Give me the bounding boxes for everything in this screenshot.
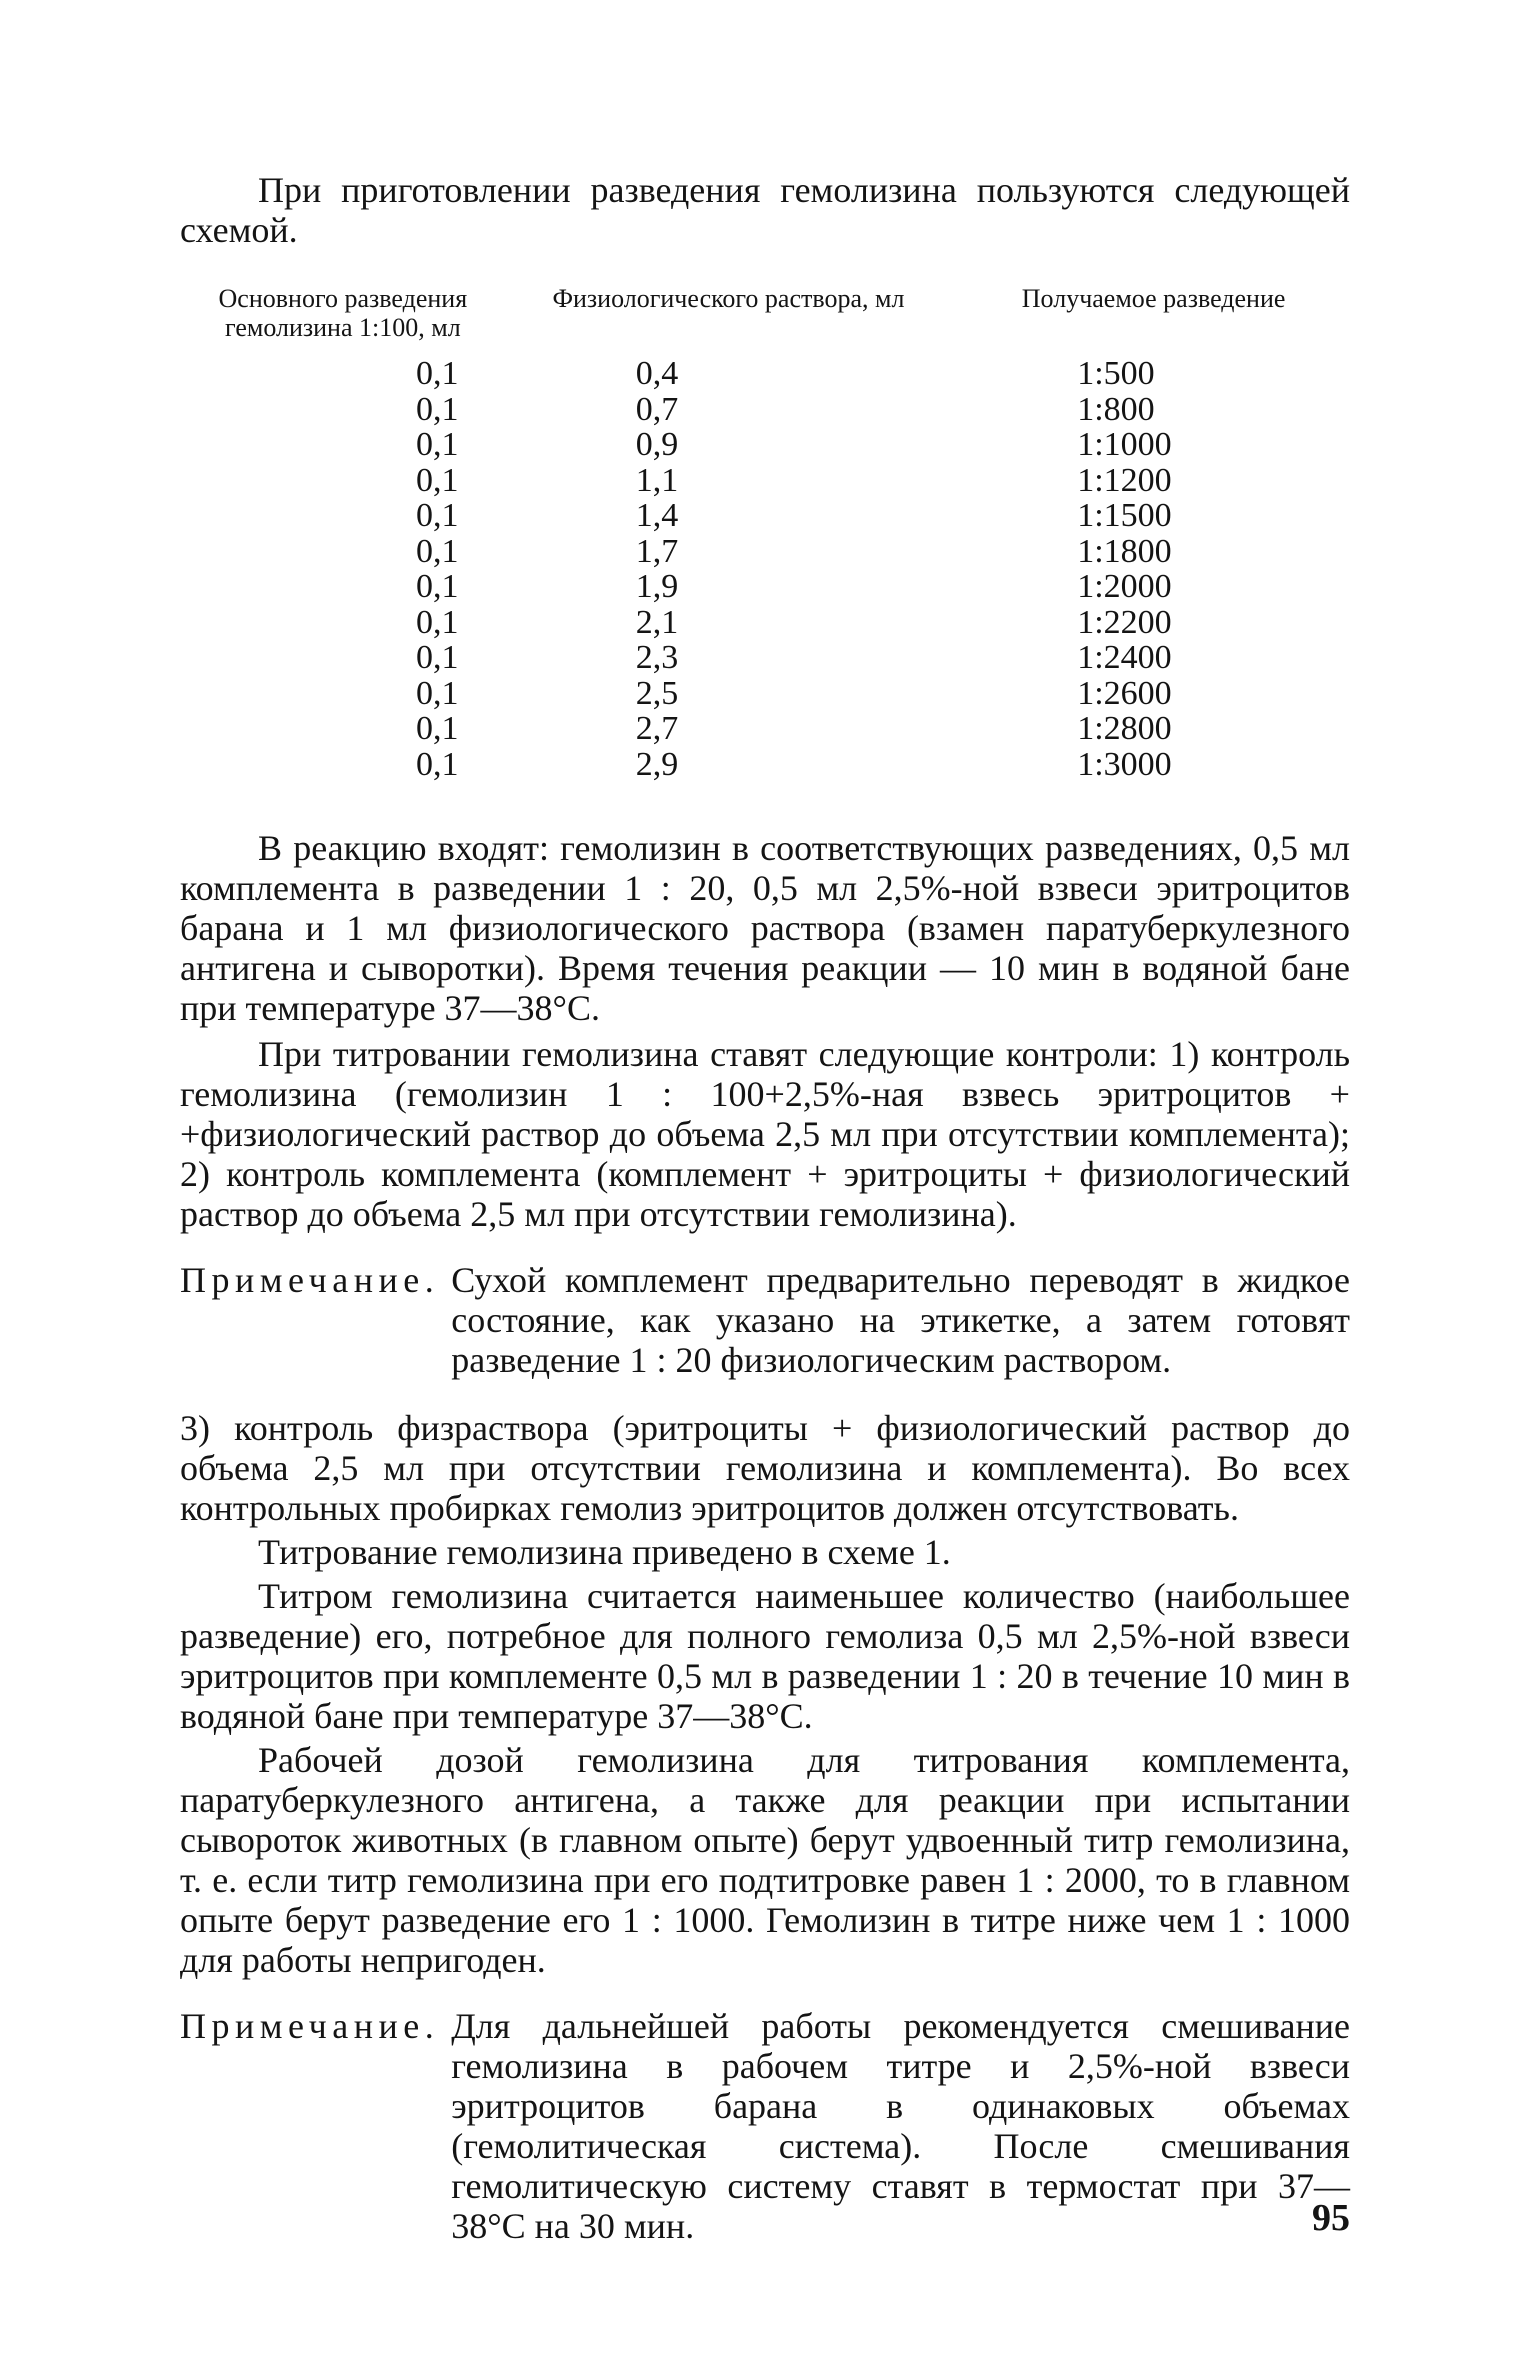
column-header-result-dilution: Получаемое разведение [1021, 284, 1286, 313]
note-2 [180, 2006, 1350, 2246]
table-row [186, 392, 1350, 428]
table-body [186, 356, 1350, 782]
table-header-row [186, 284, 1350, 356]
cell-base-dilution: 0,1 [416, 461, 459, 499]
cell-base-dilution: 0,1 [416, 568, 459, 605]
cell-result-dilution: 1:1800 [1077, 532, 1172, 570]
page-content [180, 170, 1350, 2274]
cell-base-dilution: 0,1 [416, 603, 459, 641]
table-row [186, 498, 1350, 534]
note-2-text: Для дальнейшей работы рекомендуется смешивание гемолизина в рабочем титре и 2,5%-ной взвеси эритроцитов барана в одинаковых объемах (гемолитическая система). После смешивания гемолитическую систему ставят в термостат при 37—38°С на 30 мин. [451, 2006, 1350, 2246]
cell-result-dilution: 1:2800 [1077, 710, 1172, 747]
note-1-text: Сухой комплемент предварительно переводят в жидкое состояние, как указано на этикетке, а затем готовят разведение 1 : 20 физиологическим раствором. [451, 1260, 1350, 1380]
cell-base-dilution: 0,1 [416, 390, 459, 428]
cell-saline-volume: 0,7 [635, 390, 679, 428]
cell-saline-volume: 1,4 [635, 497, 679, 534]
cell-result-dilution: 1:1500 [1077, 497, 1172, 534]
control3-paragraph: 3) контроль физраствора (эритроциты + физиологический раствор до объема 2,5 мл при отсутствии гемолизина и комплемента). Во всех контрольных пробирках гемолиз эритроцитов должен отсутствовать. [180, 1408, 1350, 1528]
table-row [186, 747, 1350, 783]
table-row [186, 534, 1350, 570]
cell-result-dilution: 1:1000 [1077, 426, 1172, 463]
cell-result-dilution: 1:2600 [1077, 674, 1172, 712]
cell-saline-volume: 2,3 [635, 639, 679, 676]
cell-base-dilution: 0,1 [416, 426, 459, 463]
table-row [186, 676, 1350, 712]
cell-result-dilution: 1:500 [1077, 355, 1155, 392]
cell-result-dilution: 1:2000 [1077, 568, 1172, 605]
cell-result-dilution: 1:2400 [1077, 639, 1172, 676]
cell-base-dilution: 0,1 [416, 674, 459, 712]
note-1-body [451, 1260, 1350, 1380]
table-row [186, 463, 1350, 499]
column-header-saline: Физиологического раствора, мл [552, 284, 905, 313]
dilution-table [186, 284, 1350, 782]
titer-paragraph: Титром гемолизина считается наименьшее количество (наибольшее разведение) его, потребное для полного гемолиза 0,5 мл 2,5%-ной взвеси эритроцитов при комплементе 0,5 мл в разведении 1 : 20 в течение 10 мин в водяной бане при температуре 37—38°С. [180, 1576, 1350, 1736]
cell-base-dilution: 0,1 [416, 532, 459, 570]
cell-saline-volume: 2,9 [635, 745, 679, 783]
cell-result-dilution: 1:2200 [1077, 603, 1172, 641]
note-2-body [451, 2006, 1350, 2246]
cell-base-dilution: 0,1 [416, 745, 459, 783]
note-label: Примечание. [180, 1260, 440, 1300]
cell-result-dilution: 1:1200 [1077, 461, 1172, 499]
cell-saline-volume: 1,9 [635, 568, 679, 605]
cell-saline-volume: 2,5 [635, 674, 679, 712]
scheme-paragraph: Титрование гемолизина приведено в схеме 1. [258, 1532, 951, 1572]
controls-paragraph: При титровании гемолизина ставят следующие контроли: 1) контроль гемолизина (гемолизин 1 : 100+2,5%-ная взвесь эритроцитов + +физиологический раствор до объема 2,5 мл при отсутствии комплемента); 2) контроль комплемента (комплемент + эритроциты + физиологический раствор до объема 2,5 мл при отсутствии гемолизина). [180, 1034, 1350, 1234]
cell-saline-volume: 1,7 [635, 532, 679, 570]
note-label: Примечание. [180, 2006, 440, 2046]
cell-base-dilution: 0,1 [416, 710, 459, 747]
cell-saline-volume: 2,1 [635, 603, 679, 641]
cell-saline-volume: 2,7 [635, 710, 679, 747]
note-1 [180, 1260, 1350, 1380]
cell-result-dilution: 1:800 [1077, 390, 1155, 428]
cell-base-dilution: 0,1 [416, 355, 459, 392]
working-dose-paragraph: Рабочей дозой гемолизина для титрования комплемента, паратуберкулезного антигена, а также для реакции при испытании сывороток животных (в главном опыте) берут удвоенный титр гемолизина, т. е. если титр гемолизина при его подтитровке равен 1 : 2000, то в главном опыте берут разведение его 1 : 1000. Гемолизин в титре ниже чем 1 : 1000 для работы непригоден. [180, 1740, 1350, 1980]
table-row [186, 640, 1350, 676]
table-row [186, 605, 1350, 641]
table-row [186, 356, 1350, 392]
intro-paragraph: При приготовлении разведения гемолизина пользуются следующей схемой. [180, 170, 1350, 250]
reaction-paragraph: В реакцию входят: гемолизин в соответствующих разведениях, 0,5 мл комплемента в разведении 1 : 20, 0,5 мл 2,5%-ной взвеси эритроцитов барана и 1 мл физиологического раствора (взамен паратуберкулезного антигена и сыворотки). Время течения реакции — 10 мин в водяной бане при температуре 37—38°С. [180, 828, 1350, 1028]
cell-base-dilution: 0,1 [416, 639, 459, 676]
page-number: 95 [1312, 2197, 1350, 2239]
cell-base-dilution: 0,1 [416, 497, 459, 534]
table-row [186, 427, 1350, 463]
cell-saline-volume: 0,4 [635, 355, 679, 392]
cell-saline-volume: 1,1 [635, 461, 679, 499]
cell-result-dilution: 1:3000 [1077, 745, 1172, 783]
column-header-base-dilution: Основного разведения гемолизина 1:100, мл [218, 284, 468, 342]
table-row [186, 569, 1350, 605]
table-row [186, 711, 1350, 747]
cell-saline-volume: 0,9 [635, 426, 679, 463]
